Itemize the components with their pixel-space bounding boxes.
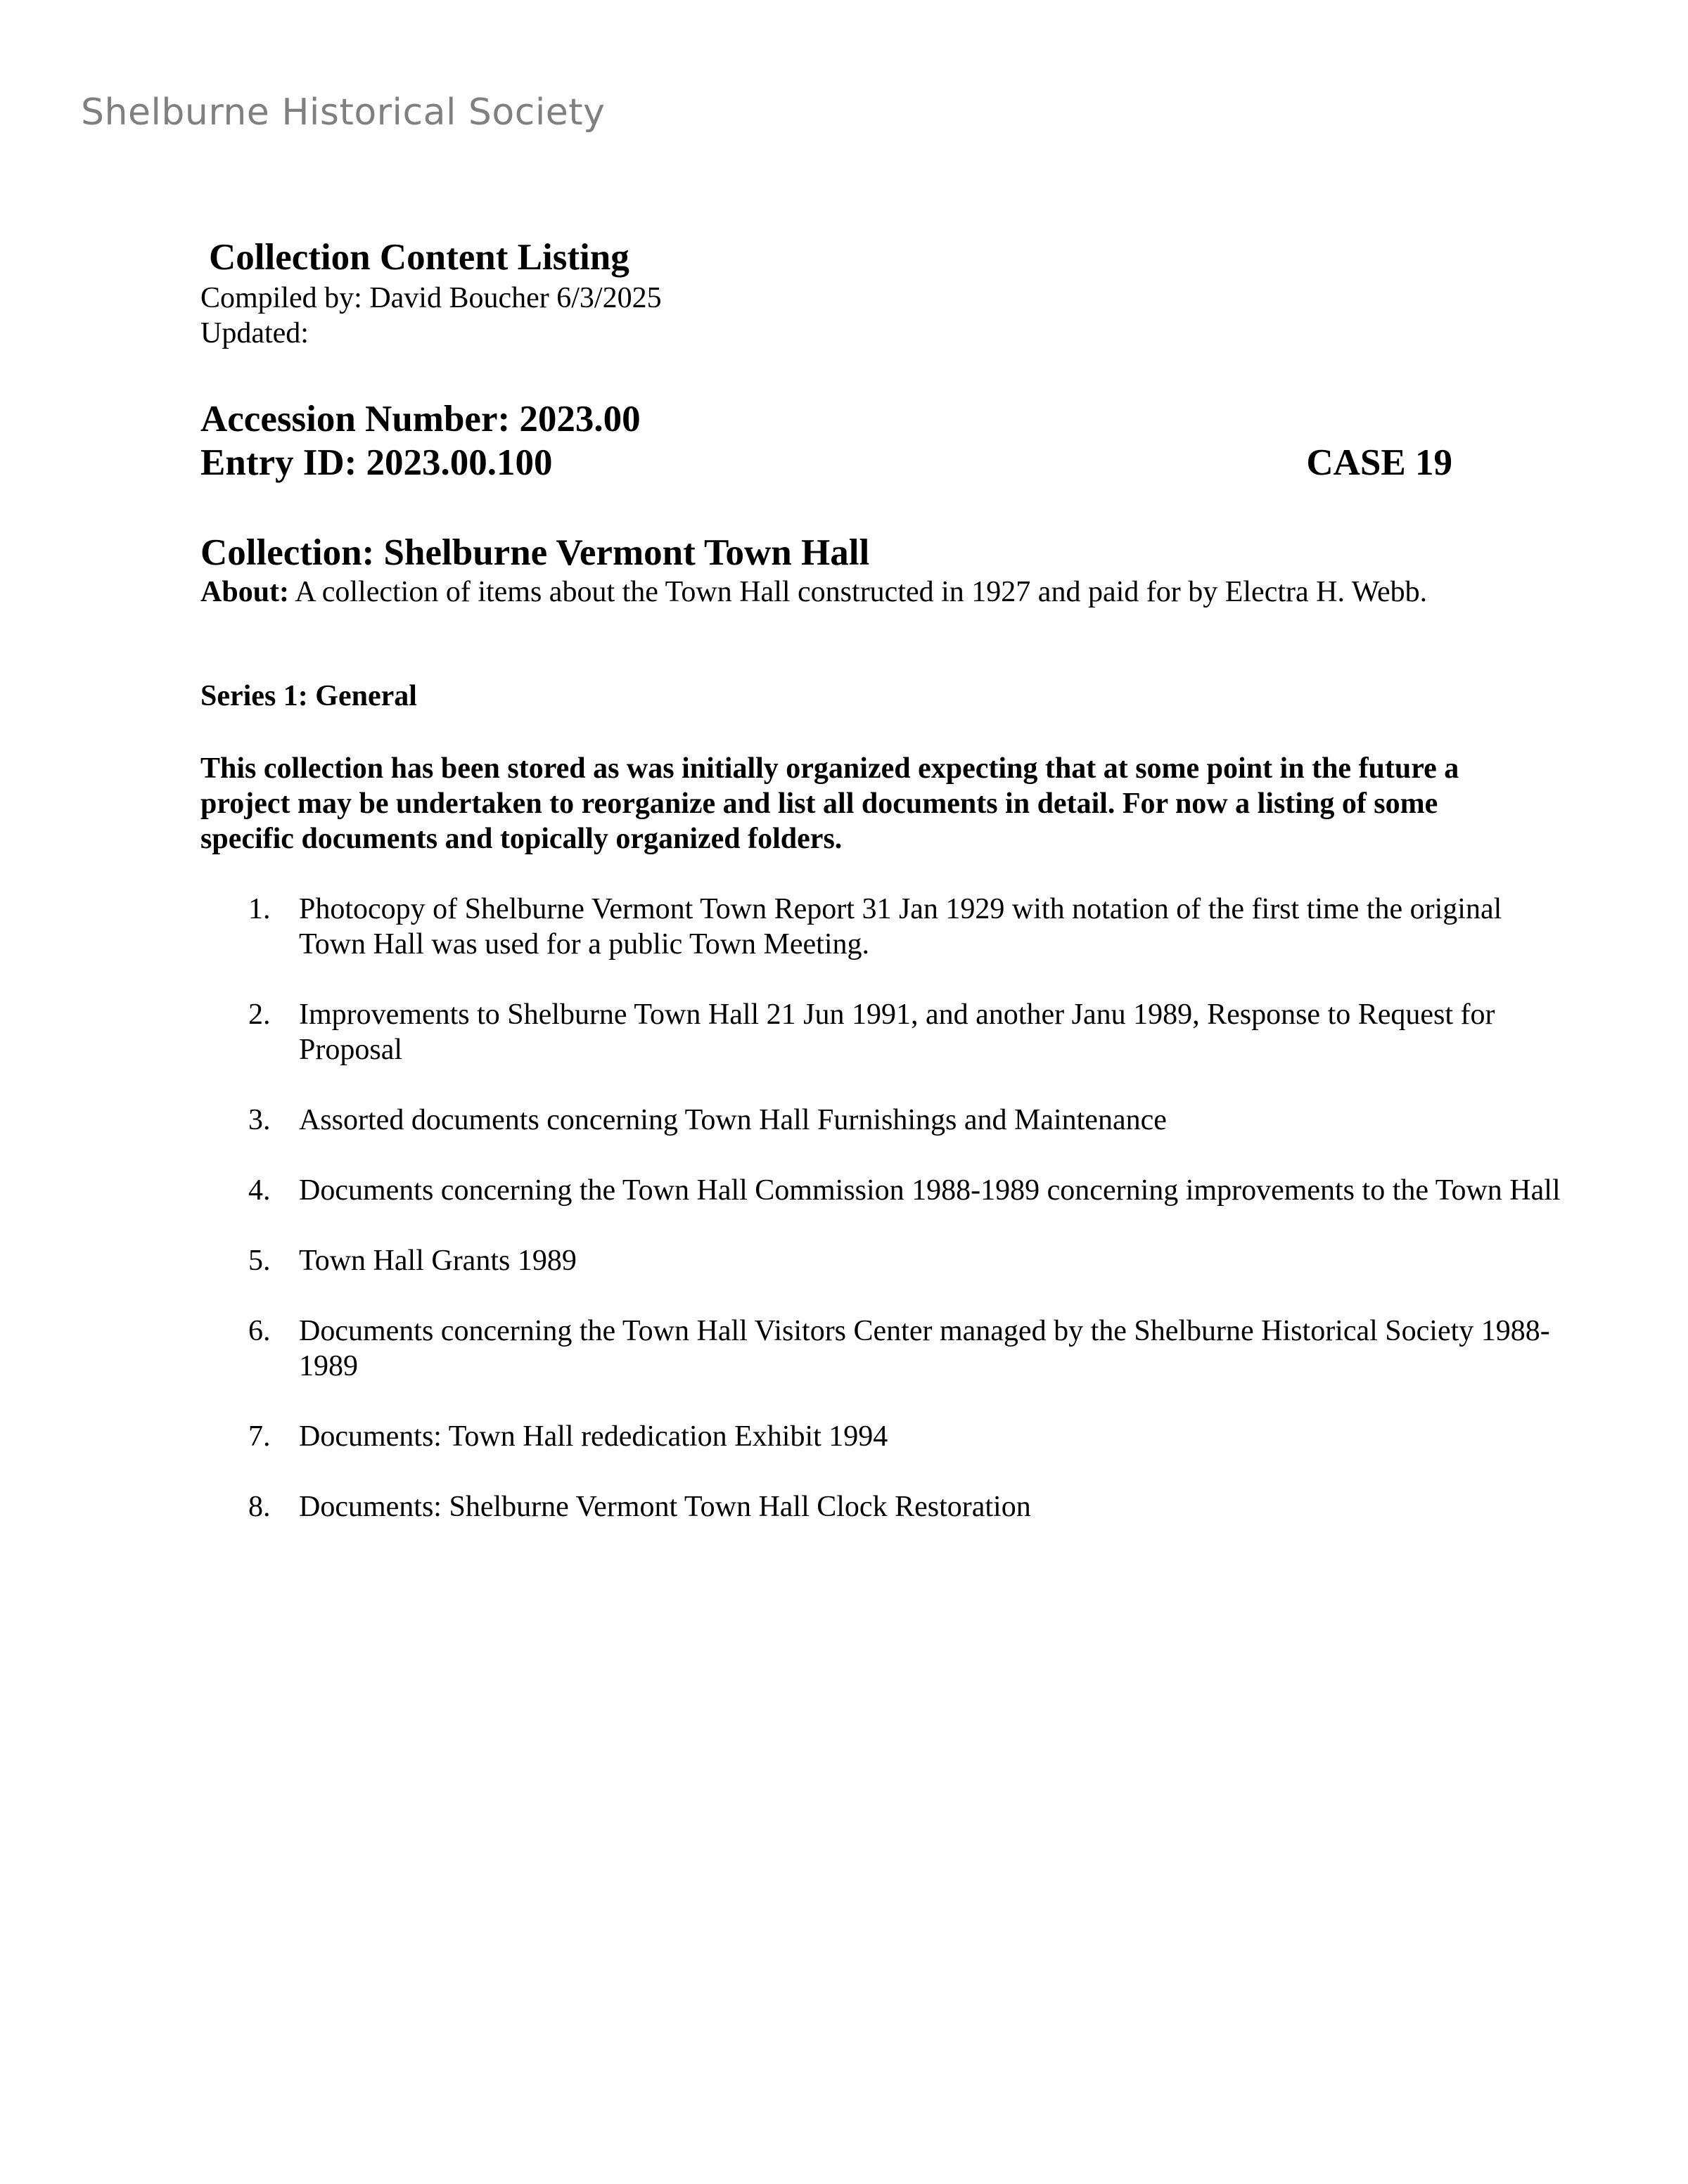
list-item	[200, 1243, 1572, 1278]
list-item	[200, 997, 1572, 1067]
compiled-by: Compiled by: David Boucher 6/3/2025	[200, 282, 662, 314]
list-item-text: Documents concerning the Town Hall Commission 1988-1989 concerning improvements to the Town Hall	[299, 1174, 1561, 1207]
list-item-number: 7.	[248, 1420, 271, 1453]
list-item	[200, 1313, 1572, 1384]
list-item-number: 3.	[248, 1104, 271, 1136]
list-item	[200, 892, 1572, 962]
document-list	[200, 892, 1561, 1560]
list-item	[200, 1103, 1572, 1138]
organization-header: Shelburne Historical Society	[81, 91, 606, 134]
about-line	[200, 575, 1427, 609]
list-item-text: Town Hall Grants 1989	[299, 1245, 577, 1277]
updated-line: Updated:	[200, 317, 309, 349]
list-item-text: Documents concerning the Town Hall Visitors Center managed by the Shelburne Historical Society 1988-1989	[299, 1315, 1550, 1382]
document-title: Collection Content Listing	[209, 237, 629, 278]
list-item-number: 6.	[248, 1315, 271, 1347]
list-item	[200, 1173, 1572, 1208]
about-text: A collection of items about the Town Hall constructed in 1927 and paid for by Electra H. Webb.	[289, 576, 1428, 608]
list-item-number: 2.	[248, 998, 271, 1031]
list-item-text: Assorted documents concerning Town Hall Furnishings and Maintenance	[299, 1104, 1167, 1136]
list-item	[200, 1419, 1572, 1454]
list-item-text: Improvements to Shelburne Town Hall 21 Jun 1991, and another Janu 1989, Response to Request for Proposal	[299, 998, 1495, 1066]
list-item-text: Photocopy of Shelburne Vermont Town Report 31 Jan 1929 with notation of the first time the original Town Hall was used for a public Town Meeting.	[299, 893, 1502, 961]
list-item-number: 5.	[248, 1245, 271, 1277]
list-item-number: 4.	[248, 1174, 271, 1207]
series-heading: Series 1: General	[200, 680, 417, 712]
entry-id: Entry ID: 2023.00.100	[200, 442, 553, 483]
accession-number: Accession Number: 2023.00	[200, 399, 641, 439]
case-number: CASE 19	[1306, 442, 1452, 483]
list-item	[200, 1489, 1572, 1524]
list-item-number: 8.	[248, 1491, 271, 1523]
intro-paragraph: This collection has been stored as was initially organized expecting that at some point in the future a project may be undertaken to reorganize and list all documents in detail. For now a listing of some specific documents and topically organized folders.	[200, 752, 1459, 855]
list-item-number: 1.	[248, 893, 271, 925]
list-item-text: Documents: Shelburne Vermont Town Hall Clock Restoration	[299, 1491, 1031, 1523]
collection-title: Collection: Shelburne Vermont Town Hall	[200, 532, 870, 573]
list-item-text: Documents: Town Hall rededication Exhibit 1994	[299, 1420, 888, 1453]
about-label: About:	[200, 576, 290, 608]
